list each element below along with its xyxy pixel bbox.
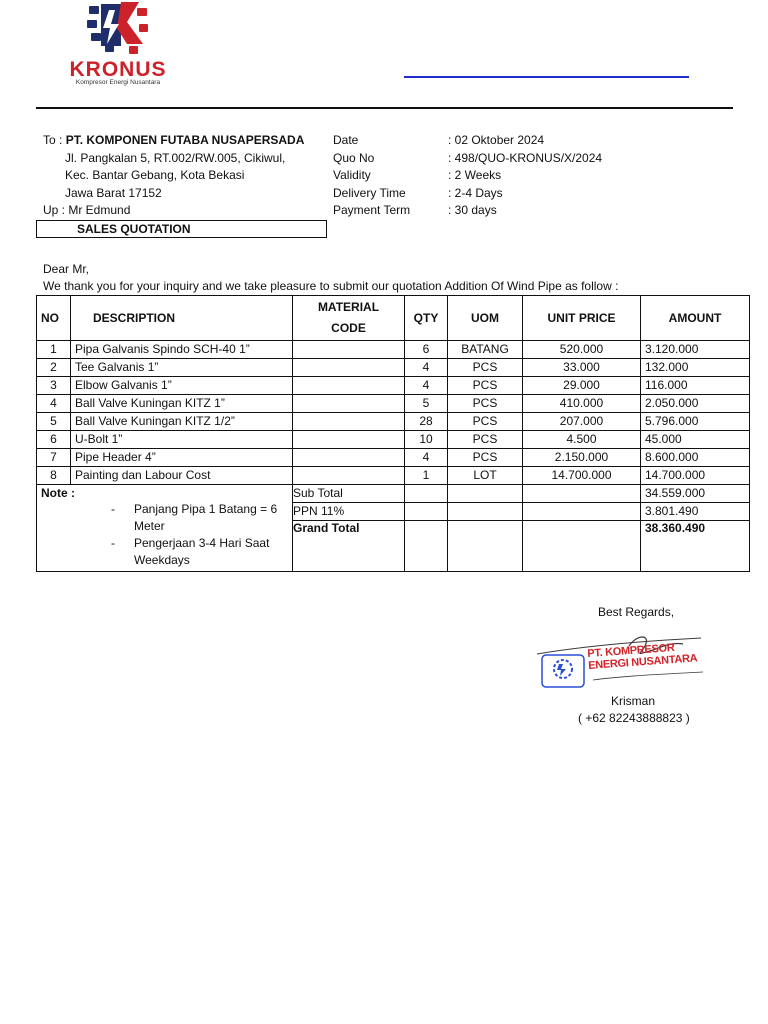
addressee-name: PT. KOMPONEN FUTABA NUSAPERSADA xyxy=(65,133,305,147)
brand-name: KRONUS xyxy=(69,58,167,81)
info-label-validity: Validity xyxy=(333,168,371,182)
cell-uom: BATANG xyxy=(448,341,523,359)
attention-line: Up : Mr Edmund xyxy=(43,203,131,217)
cell-no: 2 xyxy=(37,359,71,377)
ppn-label: PPN 11% xyxy=(293,503,405,521)
gear-k-logo-icon xyxy=(87,0,149,56)
cell-qty: 1 xyxy=(405,467,448,485)
address-line-1: Jl. Pangkalan 5, RT.002/RW.005, Cikiwul, xyxy=(65,151,286,165)
subtotal-row xyxy=(37,485,750,503)
cell-code xyxy=(293,341,405,359)
to-label: To : xyxy=(43,133,63,147)
cell-description: Pipa Galvanis Spindo SCH-40 1” xyxy=(71,341,293,359)
table-row xyxy=(37,377,750,395)
table-header-row xyxy=(37,296,750,341)
cell-qty: 5 xyxy=(405,395,448,413)
note-item-line: Meter xyxy=(134,519,165,533)
table-row xyxy=(37,341,750,359)
info-value-validity: : 2 Weeks xyxy=(448,168,502,182)
header-divider xyxy=(36,107,733,109)
signatory-phone: ( +62 82243888823 ) xyxy=(578,711,690,725)
col-uom: UOM xyxy=(448,296,523,341)
stamp-gear-logo-icon xyxy=(541,654,585,688)
col-description: DESCRIPTION xyxy=(71,296,293,341)
col-qty: QTY xyxy=(405,296,448,341)
note-item-line: Pengerjaan 3-4 Hari Saat xyxy=(134,536,270,550)
company-logo xyxy=(52,0,187,90)
cell-no: 7 xyxy=(37,449,71,467)
cell-unit-price: 2.150.000 xyxy=(523,449,641,467)
cell-qty: 4 xyxy=(405,377,448,395)
cell-code xyxy=(293,377,405,395)
cell-description: Ball Valve Kuningan KITZ 1” xyxy=(71,395,293,413)
cell-uom: PCS xyxy=(448,359,523,377)
cell-qty: 4 xyxy=(405,449,448,467)
cell-unit-price: 14.700.000 xyxy=(523,467,641,485)
cell-amount: 3.120.000 xyxy=(641,341,750,359)
table-row xyxy=(37,449,750,467)
document-title: SALES QUOTATION xyxy=(77,222,191,236)
cell-qty: 6 xyxy=(405,341,448,359)
cell-qty: 4 xyxy=(405,359,448,377)
empty-cell xyxy=(523,521,641,572)
note-item-line: Panjang Pipa 1 Batang = 6 xyxy=(134,502,278,516)
cell-description: U-Bolt 1” xyxy=(71,431,293,449)
cell-unit-price: 29.000 xyxy=(523,377,641,395)
table-row xyxy=(37,359,750,377)
grand-total-value: 38.360.490 xyxy=(641,521,750,572)
cell-qty: 28 xyxy=(405,413,448,431)
cell-code xyxy=(293,413,405,431)
cell-no: 3 xyxy=(37,377,71,395)
cell-code xyxy=(293,467,405,485)
info-label-quo-no: Quo No xyxy=(333,151,375,165)
stamp-company-name: PT. KOMPRESOR ENERGI NUSANTARA xyxy=(587,641,698,672)
cell-code xyxy=(293,431,405,449)
cell-uom: PCS xyxy=(448,377,523,395)
cell-code xyxy=(293,395,405,413)
address-line-3: Jawa Barat 17152 xyxy=(65,186,162,200)
cell-code xyxy=(293,449,405,467)
cell-description: Pipe Header 4” xyxy=(71,449,293,467)
cell-uom: PCS xyxy=(448,431,523,449)
grand-total-label: Grand Total xyxy=(293,521,405,572)
cell-amount: 2.050.000 xyxy=(641,395,750,413)
note-item-line: Weekdays xyxy=(134,553,190,567)
ppn-value: 3.801.490 xyxy=(641,503,750,521)
cell-amount: 8.600.000 xyxy=(641,449,750,467)
regards-text: Best Regards, xyxy=(598,605,675,619)
document-title-box xyxy=(36,220,327,238)
note-item xyxy=(41,535,288,569)
empty-cell xyxy=(448,485,523,503)
col-unit-price: UNIT PRICE xyxy=(523,296,641,341)
addressee-line xyxy=(43,133,304,147)
info-label-delivery: Delivery Time xyxy=(333,186,406,200)
greeting: Dear Mr, xyxy=(43,262,90,276)
empty-cell xyxy=(405,503,448,521)
empty-cell xyxy=(405,521,448,572)
cell-uom: PCS xyxy=(448,413,523,431)
empty-cell xyxy=(448,503,523,521)
info-value-date: : 02 Oktober 2024 xyxy=(448,133,545,147)
empty-cell xyxy=(405,485,448,503)
empty-cell xyxy=(523,485,641,503)
table-row xyxy=(37,467,750,485)
cell-no: 8 xyxy=(37,467,71,485)
table-row xyxy=(37,395,750,413)
cell-qty: 10 xyxy=(405,431,448,449)
cell-amount: 116.000 xyxy=(641,377,750,395)
col-material-code-line1: MATERIAL xyxy=(317,300,380,314)
subtotal-label: Sub Total xyxy=(293,485,405,503)
col-material-code xyxy=(293,296,405,341)
table-row xyxy=(37,413,750,431)
info-label-date: Date xyxy=(333,133,359,147)
empty-cell xyxy=(448,521,523,572)
cell-unit-price: 520.000 xyxy=(523,341,641,359)
cell-amount: 14.700.000 xyxy=(641,467,750,485)
cell-unit-price: 4.500 xyxy=(523,431,641,449)
cell-description: Painting dan Labour Cost xyxy=(71,467,293,485)
note-item xyxy=(41,501,288,535)
cell-no: 6 xyxy=(37,431,71,449)
cell-description: Elbow Galvanis 1” xyxy=(71,377,293,395)
note-label: Note : xyxy=(41,486,75,500)
header-link-line xyxy=(404,76,689,78)
cell-amount: 45.000 xyxy=(641,431,750,449)
cell-no: 5 xyxy=(37,413,71,431)
cell-uom: PCS xyxy=(448,449,523,467)
brand-tagline: Kompresor Energi Nusantara xyxy=(75,79,161,86)
address-line-2: Kec. Bantar Gebang, Kota Bekasi xyxy=(65,168,245,182)
cell-amount: 132.000 xyxy=(641,359,750,377)
cell-code xyxy=(293,359,405,377)
cell-no: 4 xyxy=(37,395,71,413)
col-no: NO xyxy=(37,296,71,341)
intro-text: We thank you for your inquiry and we take pleasure to submit our quotation Addition Of Wind Pipe as follow : xyxy=(43,279,619,293)
cell-unit-price: 410.000 xyxy=(523,395,641,413)
info-value-quo-no: : 498/QUO-KRONUS/X/2024 xyxy=(448,151,603,165)
signatory-name: Krisman xyxy=(611,694,656,708)
cell-amount: 5.796.000 xyxy=(641,413,750,431)
table-row xyxy=(37,431,750,449)
info-value-payment: : 30 days xyxy=(448,203,497,217)
cell-uom: LOT xyxy=(448,467,523,485)
cell-unit-price: 207.000 xyxy=(523,413,641,431)
quotation-table xyxy=(36,295,750,572)
cell-no: 1 xyxy=(37,341,71,359)
col-amount: AMOUNT xyxy=(641,296,750,341)
company-stamp xyxy=(533,632,705,694)
cell-description: Tee Galvanis 1” xyxy=(71,359,293,377)
cell-description: Ball Valve Kuningan KITZ 1/2” xyxy=(71,413,293,431)
info-label-payment: Payment Term xyxy=(333,203,411,217)
cell-uom: PCS xyxy=(448,395,523,413)
cell-unit-price: 33.000 xyxy=(523,359,641,377)
info-value-delivery: : 2-4 Days xyxy=(448,186,503,200)
notes-cell xyxy=(37,485,293,572)
empty-cell xyxy=(523,503,641,521)
subtotal-value: 34.559.000 xyxy=(641,485,750,503)
col-material-code-line2: CODE xyxy=(331,321,366,335)
